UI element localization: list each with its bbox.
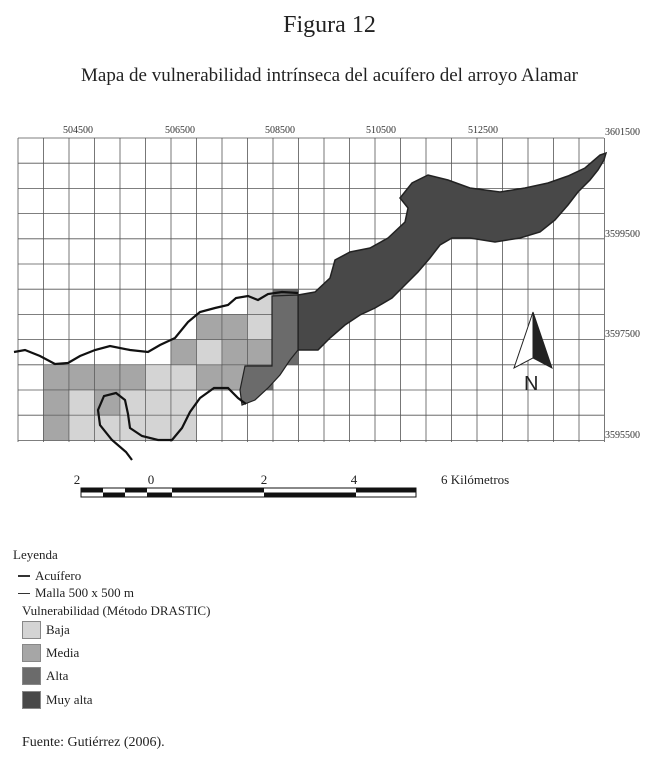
cell-baja [248,314,274,339]
cell-media [197,314,223,339]
easting-label: 506500 [165,125,195,136]
source-citation: Fuente: Gutiérrez (2006). [22,735,165,750]
cell-media [44,390,70,415]
cell-baja [171,365,197,390]
legend-grid [18,585,134,601]
legend-class-label: Baja [46,622,70,637]
cell-media [222,340,248,365]
cell-media [222,314,248,339]
scale-label: 0 [147,472,155,487]
scale-bar [81,488,416,497]
cell-baja [197,340,223,365]
cell-baja [69,415,95,440]
legend-class-media [22,644,79,662]
easting-label: 510500 [366,125,396,136]
easting-label: 512500 [468,125,498,136]
aquifer-line-icon [18,575,30,577]
cell-baja [171,390,197,415]
cell-media [44,415,70,440]
legend-grid-label: Malla 500 x 500 m [35,585,134,600]
northing-label: 3595500 [605,430,640,441]
legend-vulnerability-heading: Vulnerabilidad (Método DRASTIC) [22,603,211,618]
northing-label: 3599500 [605,229,640,240]
cell-media [197,365,223,390]
legend-aquifer [18,568,81,584]
easting-label: 508500 [265,125,295,136]
legend-heading: Leyenda [13,547,58,562]
legend-class-label: Muy alta [46,692,93,707]
cell-media [171,340,197,365]
northing-label: 3597500 [605,329,640,340]
legend-class-label: Alta [46,668,69,683]
legend-class-baja [22,621,70,639]
aquifer-very-high-zone [298,153,606,350]
scale-label: 2 [260,472,268,487]
swatch-muy-alta [22,691,41,709]
cell-media [95,365,121,390]
figure-number: Figura 12 [283,12,376,38]
cell-media [44,365,70,390]
cell-baja [120,390,146,415]
north-label: N [524,373,539,395]
legend-class-label: Media [46,645,80,660]
scale-label: 6 Kilómetros [441,472,510,487]
scale-label: 2 [73,472,81,487]
scale-label: 4 [350,472,358,487]
swatch-alta [22,667,41,685]
swatch-media [22,644,41,662]
easting-label: 504500 [63,125,93,136]
cell-media [248,340,274,365]
map-title: Mapa de vulnerabilidad intrínseca del acuífero del arroyo Alamar [81,65,578,86]
legend-aquifer-label: Acuífero [35,568,82,583]
grid-line-icon [18,593,30,594]
cell-baja [69,390,95,415]
swatch-baja [22,621,41,639]
cell-media [120,365,146,390]
cell-baja [146,390,172,415]
cell-baja [146,415,172,440]
northing-label: 3601500 [605,127,640,138]
cell-baja [146,365,172,390]
legend-class-alta [22,667,68,685]
legend-class-muy-alta [22,691,93,709]
cell-media [69,365,95,390]
